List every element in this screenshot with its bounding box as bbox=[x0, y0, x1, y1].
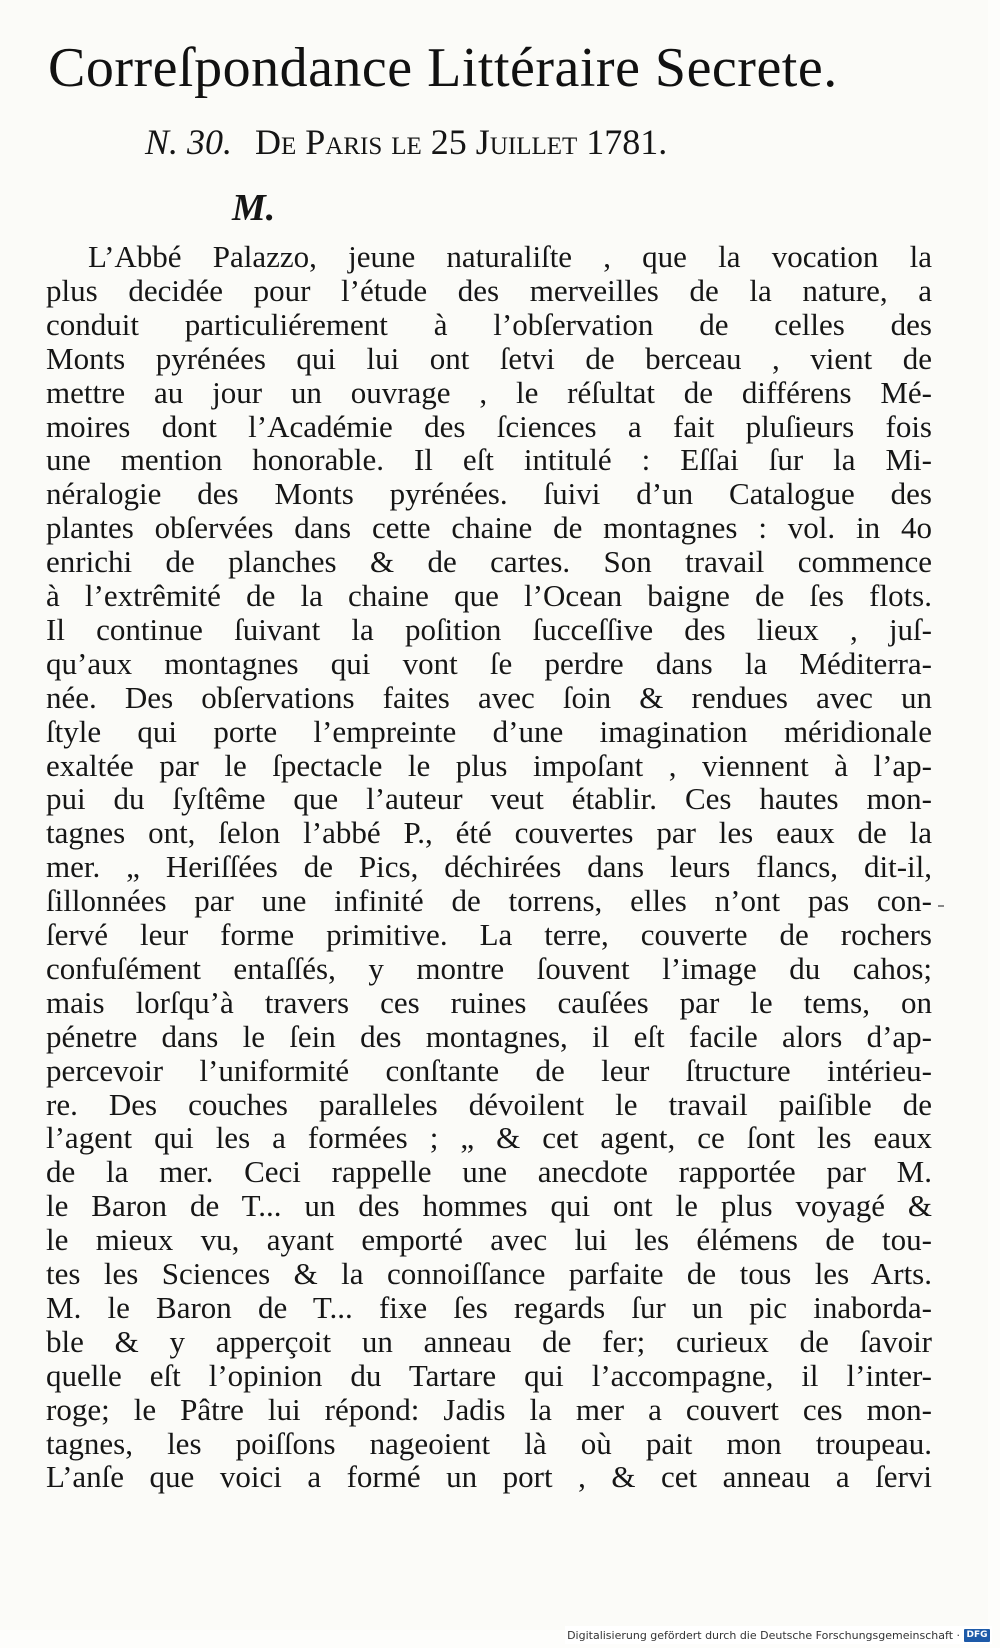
text-line: percevoir l’uniformité conſtante de leur ſtructure intérieu- bbox=[46, 1054, 932, 1088]
paper-mark bbox=[938, 905, 944, 907]
text-line: tagnes, les poiſſons nageoient là où pait mon troupeau. bbox=[46, 1427, 932, 1461]
text-line: néralogie des Monts pyrénées. ſuivi d’un Catalogue des bbox=[46, 477, 932, 511]
text-line: M. le Baron de T... fixe ſes regards ſur un pic inaborda- bbox=[46, 1291, 932, 1325]
salutation: M. bbox=[232, 187, 276, 229]
dfg-logo-icon: DFG bbox=[964, 1629, 990, 1642]
text-line: re. Des couches paralleles dévoilent le travail paiſible de bbox=[46, 1088, 932, 1122]
text-line: L’Abbé Palazzo, jeune naturaliſte , que la vocation la bbox=[88, 240, 932, 274]
text-line: L’anſe que voici a formé un port , & cet anneau a ſervi bbox=[46, 1460, 932, 1494]
text-line: ſtyle qui porte l’empreinte d’une imagination méridionale bbox=[46, 715, 932, 749]
text-line: ble & y apperçoit un anneau de fer; curieux de ſavoir bbox=[46, 1325, 932, 1359]
text-line: confuſément entaſſés, y montre ſouvent l’image du cahos; bbox=[46, 952, 932, 986]
text-line: exaltée par le ſpectacle le plus impoſant , viennent à l’ap- bbox=[46, 749, 932, 783]
issue-number: N. 30. bbox=[145, 122, 233, 162]
document-title: Correſpondance Littéraire Secrete. bbox=[48, 37, 838, 99]
text-line: une mention honorable. Il eſt intitulé : Eſſai ſur la Mi- bbox=[46, 443, 932, 477]
text-line: mais lorſqu’à travers ces ruines cauſées par le tems, on bbox=[46, 986, 932, 1020]
text-line: tes les Sciences & la connoiſſance parfaite de tous les Arts. bbox=[46, 1257, 932, 1291]
text-line: mer. „ Heriſſées de Pics, déchirées dans leurs flancs, dit-il, bbox=[46, 850, 932, 884]
text-line: le mieux vu, ayant emporté avec lui les élémens de tou- bbox=[46, 1223, 932, 1257]
text-line: Monts pyrénées qui lui ont ſetvi de berceau , vient de bbox=[46, 342, 932, 376]
text-line: le Baron de T... un des hommes qui ont le plus voyagé & bbox=[46, 1189, 932, 1223]
text-line: de la mer. Ceci rappelle une anecdote rapportée par M. bbox=[46, 1155, 932, 1189]
text-line: moires dont l’Académie des ſciences a fait pluſieurs fois bbox=[46, 410, 932, 444]
digitization-footer bbox=[565, 1626, 992, 1644]
footer-credit: Digitalisierung gefördert durch die Deutsche Forschungsgemeinschaft · bbox=[567, 1628, 960, 1642]
text-line: plantes obſervées dans cette chaine de montagnes : vol. in 4o bbox=[46, 511, 932, 545]
text-line: l’agent qui les a formées ; „ & cet agent, ce ſont les eaux bbox=[46, 1121, 932, 1155]
text-line: conduit particuliérement à l’obſervation de celles des bbox=[46, 308, 932, 342]
text-line: pénetre dans le ſein des montagnes, il eſt facile alors d’ap- bbox=[46, 1020, 932, 1054]
text-line: née. Des obſervations faites avec ſoin & rendues avec un bbox=[46, 681, 932, 715]
text-line: plus decidée pour l’étude des merveilles de la nature, a bbox=[46, 274, 932, 308]
text-line: mettre au jour un ouvrage , le réſultat de différens Mé- bbox=[46, 376, 932, 410]
text-line: enrichi de planches & de cartes. Son travail commence bbox=[46, 545, 932, 579]
text-line: ſervé leur forme primitive. La terre, couverte de rochers bbox=[46, 918, 932, 952]
text-line: ſillonnées par une infinité de torrens, elles n’ont pas con- bbox=[46, 884, 932, 918]
text-line: pui du ſyſtême que l’auteur veut établir. Ces hautes mon- bbox=[46, 782, 932, 816]
text-line: à l’extrêmité de la chaine que l’Ocean baigne de ſes flots. bbox=[46, 579, 932, 613]
text-line: tagnes ont, ſelon l’abbé P., été couvertes par les eaux de la bbox=[46, 816, 932, 850]
text-line: qu’aux montagnes qui vont ſe perdre dans la Méditerra- bbox=[46, 647, 932, 681]
text-line: Il continue ſuivant la poſition ſucceſſive des lieux , juſ- bbox=[46, 613, 932, 647]
dateline: De Paris le 25 Juillet 1781. bbox=[255, 122, 668, 162]
text-line: quelle eſt l’opinion du Tartare qui l’accompagne, il l’inter- bbox=[46, 1359, 932, 1393]
text-line: roge; le Pâtre lui répond: Jadis la mer a couvert ces mon- bbox=[46, 1393, 932, 1427]
